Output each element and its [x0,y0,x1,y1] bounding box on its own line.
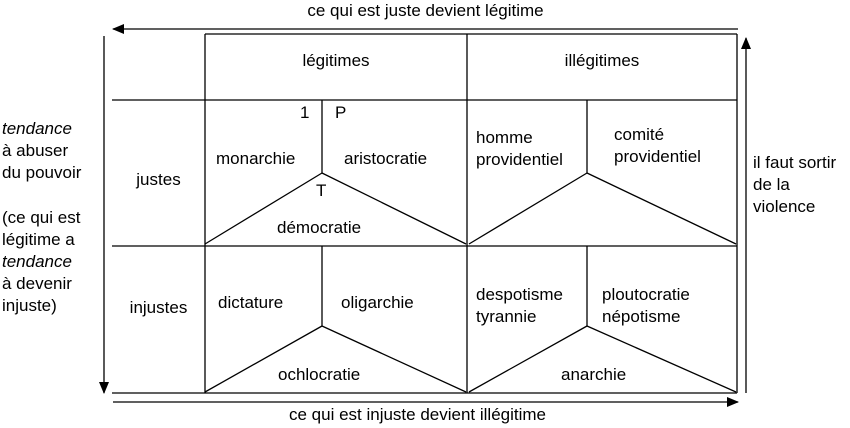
right-note-line: il faut sortir [753,153,837,172]
row-header-justes: justes [136,170,181,189]
label-democratie: démocratie [277,218,362,237]
top-arrow-text: ce qui est juste devient légitime [307,1,544,20]
label-ploutocratie: ploutocratie [602,285,690,304]
marker-t: T [316,181,327,200]
label-oligarchie: oligarchie [341,293,414,312]
row-header-injustes: injustes [129,298,188,317]
left-note-line: à devenir [2,274,72,293]
label-comite-providentiel: providentiel [614,147,701,166]
marker-p: P [335,103,347,122]
label-tyrannie: tyrannie [476,307,537,326]
label-dictature: dictature [218,293,284,312]
right-note-line: violence [753,197,816,216]
marker-1: 1 [300,103,310,122]
label-homme: homme [476,128,533,147]
left-note-line: injuste) [2,296,57,315]
right-note-line: de la [753,175,790,194]
bottom-arrow-text: ce qui est injuste devient illégitime [288,405,547,424]
left-note-line: du pouvoir [2,163,82,182]
label-monarchie: monarchie [216,149,296,168]
left-note-line: tendance [2,119,72,138]
column-header-illegitimes: illégitimes [564,51,640,70]
label-providentiel: providentiel [476,150,563,169]
label-comite: comité [614,125,665,144]
label-anarchie: anarchie [561,365,627,384]
left-note-line: légitime a [2,230,75,249]
table-grid [112,34,737,393]
label-aristocratie: aristocratie [344,149,428,168]
justes-illegitimes-figure [469,100,736,244]
label-ochlocratie: ochlocratie [278,365,361,384]
label-nepotisme: népotisme [602,307,681,326]
column-header-legitimes: légitimes [302,51,370,70]
left-note-line: tendance [2,252,72,271]
label-despotisme: despotisme [476,285,563,304]
left-note-line: (ce qui est [2,208,81,227]
left-note-line: à abuser [2,141,69,160]
